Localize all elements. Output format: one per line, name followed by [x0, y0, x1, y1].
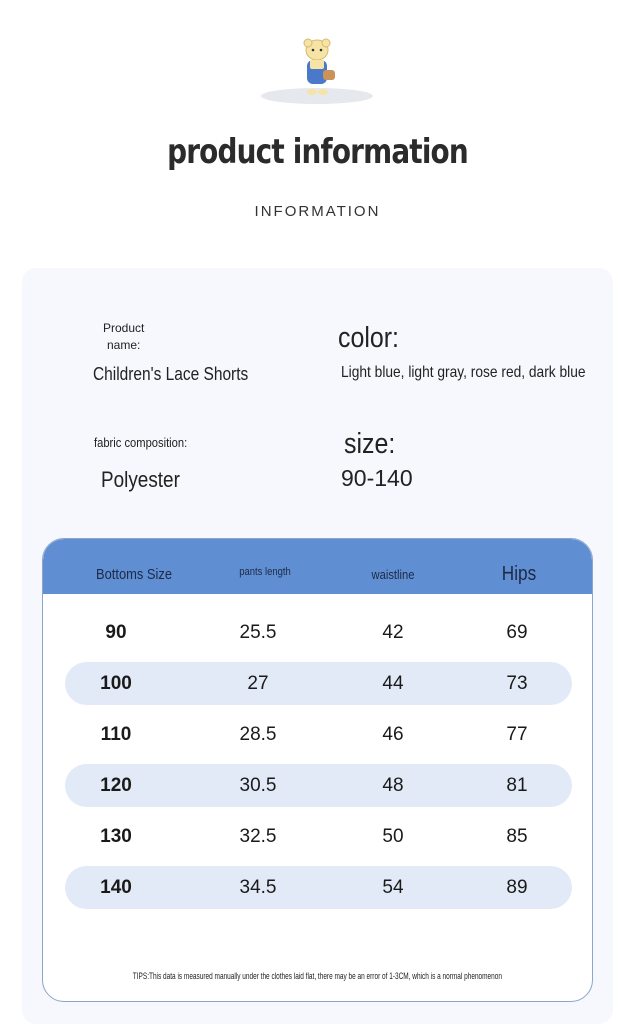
cell-hips: 77 — [506, 724, 528, 745]
size-value: 90-140 — [341, 465, 413, 491]
cell-waist: 50 — [382, 826, 404, 847]
tips-note: TIPS:This data is measured manually under the clothes laid flat, there may be an error of 1-3CM, which is a normal phenomenon — [132, 971, 503, 981]
cell-waist: 48 — [382, 775, 404, 796]
cell-length: 30.5 — [239, 775, 277, 796]
table-row — [65, 611, 572, 654]
page-title: product information — [167, 132, 468, 172]
cell-length: 27 — [247, 673, 269, 694]
fabric-label: fabric composition: — [94, 435, 188, 450]
cell-waist: 54 — [382, 877, 404, 898]
cell-hips: 89 — [506, 877, 528, 898]
size-label: size: — [344, 428, 396, 460]
cell-hips: 69 — [506, 622, 528, 643]
product-name-label: Product name: — [103, 321, 145, 352]
cell-hips: 85 — [506, 826, 528, 847]
cell-length: 34.5 — [239, 877, 277, 898]
cell-hips: 73 — [506, 673, 528, 694]
product-name-value: Children's Lace Shorts — [93, 364, 249, 384]
cell-length: 28.5 — [239, 724, 277, 745]
cell-size: 110 — [100, 724, 132, 745]
table-row — [65, 662, 572, 705]
col-header-length: pants length — [239, 566, 291, 578]
page-subtitle: INFORMATION — [254, 203, 381, 220]
cell-waist: 44 — [382, 673, 404, 694]
cell-size: 130 — [100, 826, 132, 847]
table-row — [65, 713, 572, 756]
cell-hips: 81 — [506, 775, 528, 796]
cell-size: 100 — [100, 673, 132, 694]
cell-size: 90 — [105, 622, 127, 643]
color-value: Light blue, light gray, rose red, dark blue — [341, 364, 586, 381]
cell-waist: 46 — [382, 724, 404, 745]
table-header — [43, 539, 592, 594]
cell-length: 25.5 — [239, 622, 277, 643]
cell-waist: 42 — [382, 622, 404, 643]
cell-size: 120 — [100, 775, 132, 796]
table-row — [65, 764, 572, 807]
col-header-size: Bottoms Size — [95, 566, 173, 583]
fabric-value: Polyester — [101, 467, 180, 492]
col-header-hips: Hips — [501, 563, 537, 585]
cell-size: 140 — [100, 877, 132, 898]
cell-length: 32.5 — [239, 826, 277, 847]
bear-mascot-icon — [259, 36, 375, 108]
table-row — [65, 866, 572, 909]
color-label: color: — [338, 322, 399, 354]
table-row — [65, 815, 572, 858]
col-header-waistline: waistline — [371, 567, 415, 582]
size-table — [42, 538, 593, 1002]
